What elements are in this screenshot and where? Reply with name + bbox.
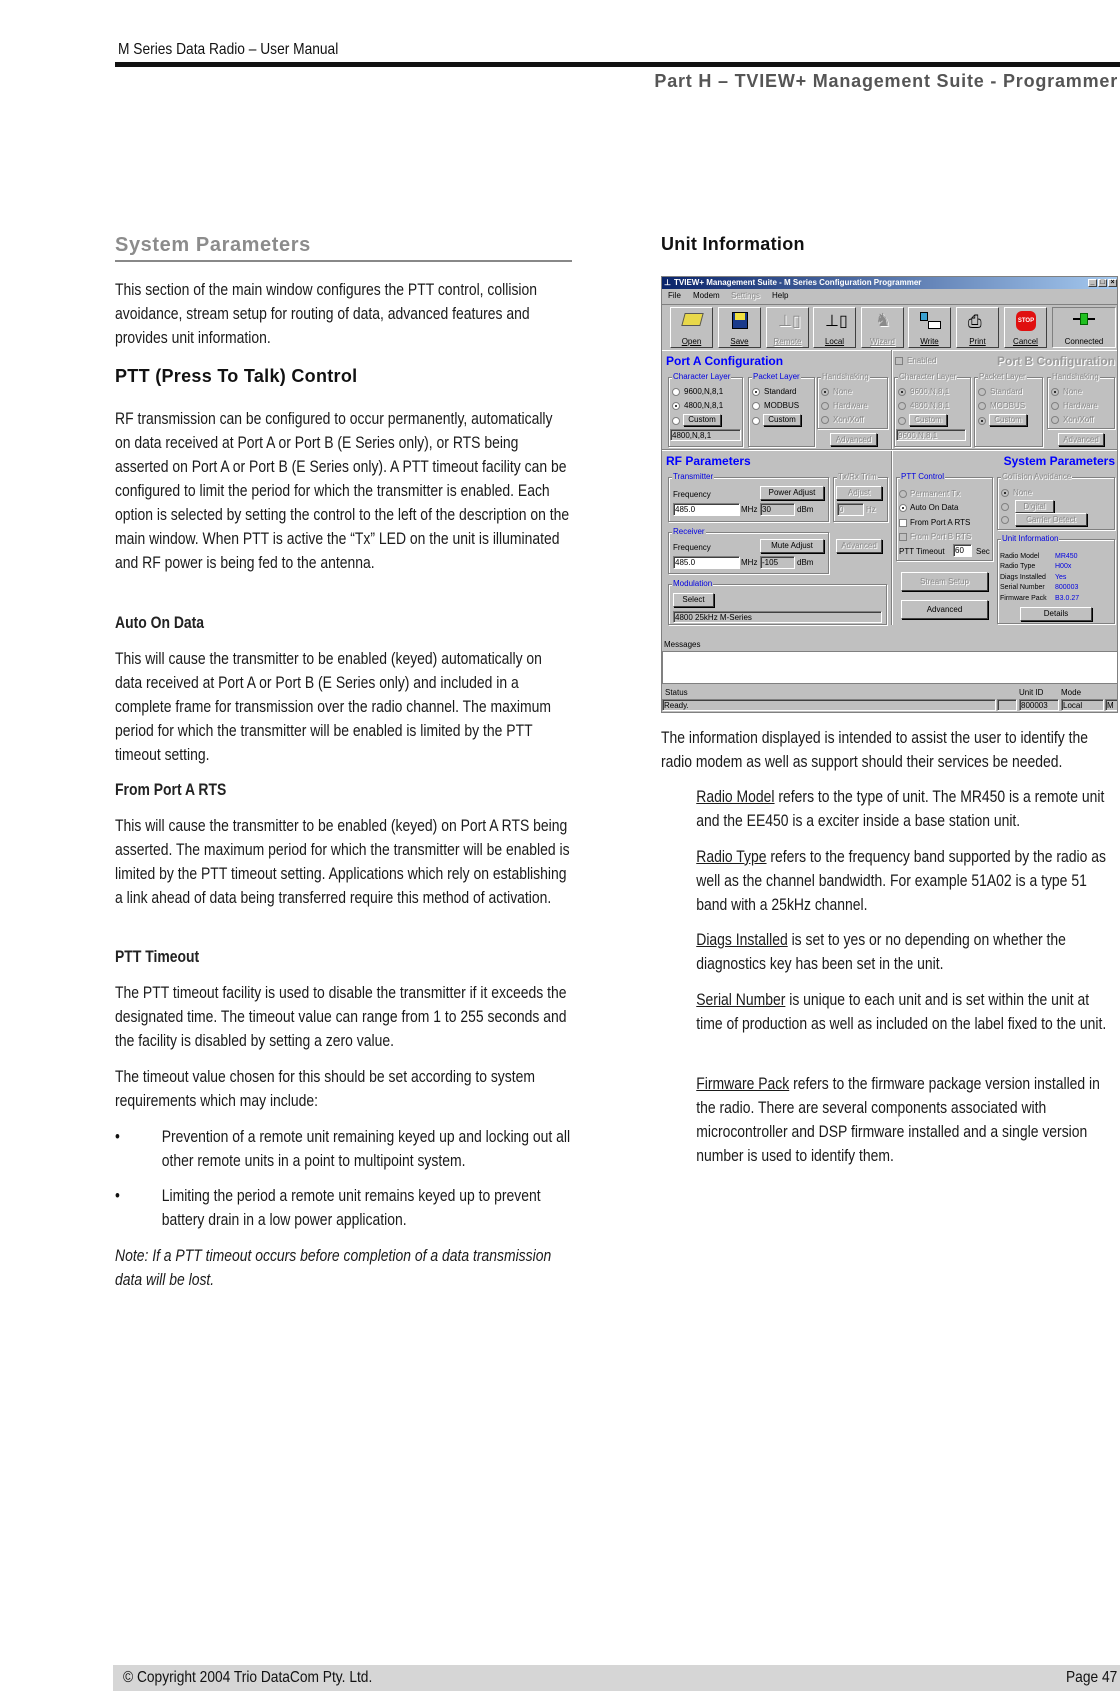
radio-4800[interactable]	[672, 402, 680, 410]
tx-frequency-input[interactable]: 485.0	[673, 503, 740, 516]
desc: refers to the type of unit. The MR450 is a remote unit and the EE450 is a exciter inside a base station unit.	[696, 787, 1105, 830]
radio-none[interactable]	[1051, 388, 1059, 396]
unit-id-value: 800003	[1019, 699, 1059, 711]
modulation-select-button[interactable]: Select	[673, 593, 714, 607]
label: Print	[969, 337, 986, 346]
heading-rule	[115, 260, 572, 262]
folder-icon	[681, 313, 703, 326]
status-value: Ready.	[662, 699, 996, 711]
label: Remote	[773, 337, 802, 346]
tx-power-value: 30	[760, 503, 795, 516]
mute-adjust-button[interactable]: Mute Adjust	[760, 539, 824, 553]
label: Sec	[976, 547, 990, 556]
collision-avoidance-group	[997, 472, 1115, 530]
ptt-paragraph: RF transmission can be configured to occur permanently, automatically on data received at Port A or Port B (E Series only), or RTS being asserted on Port A or Port B (E Series only). A PTT timeout facility can be configured to limit the period for which the transmitter is enabled. Each option is selected by setting the control to the left of the description on the main window. When PTT is active the “Tx” LED on the unit is illuminated and RF power is being fed to the antenna.	[115, 409, 570, 572]
trim-value: 0	[837, 503, 864, 516]
mode-value: Local	[1061, 699, 1104, 711]
desc: is set to yes or no depending on whether the diagnostics key has been set in the unit.	[696, 930, 1066, 973]
label: Open	[681, 337, 702, 346]
txrx-trim-group	[833, 472, 888, 522]
from-port-b-rts-checkbox[interactable]	[899, 533, 907, 541]
port-b-enabled-checkbox[interactable]	[895, 357, 903, 365]
status-label: Status	[665, 688, 688, 697]
floppy-label	[735, 313, 745, 320]
from-port-a-rts-heading: From Port A RTS	[115, 780, 227, 799]
status-m-field: M	[1105, 699, 1118, 711]
label: dBm	[797, 505, 814, 514]
port-a-title: Port A Configuration	[666, 354, 784, 368]
stream-setup-button[interactable]: Stream Setup	[901, 572, 988, 591]
divider	[891, 350, 893, 625]
label: MODBUS	[764, 401, 800, 410]
label: Diags Installed	[1000, 574, 1046, 581]
desc: refers to the firmware package version installed in the radio. There are several components associated with microcontroller and DSP firmware installed and a single version number is used to identify them.	[696, 1074, 1100, 1165]
write-target-icon	[928, 321, 941, 329]
bullet-item: Prevention of a remote unit remaining keyed up and locking out all other remote units in a point to multipoint system.	[161, 1127, 571, 1170]
maximize-button[interactable]: □	[1098, 279, 1107, 287]
label: Firmware Pack	[1000, 595, 1047, 602]
bullet-symbol: •	[115, 1186, 120, 1205]
label: Permanent Tx	[910, 489, 961, 498]
printer-icon: ⎙	[968, 312, 982, 331]
diags-installed-value: Yes	[1055, 574, 1067, 581]
legend: PTT Control	[901, 472, 944, 481]
ptt-control-group	[896, 472, 993, 561]
radio-model-value: MR450	[1055, 553, 1078, 560]
radio-model-item	[696, 785, 1117, 833]
radio-type-item	[696, 845, 1117, 917]
radio-type-value: H00x	[1055, 563, 1072, 570]
bullet-item: Limiting the period a remote unit remains keyed up to prevent battery drain in a low power application.	[161, 1186, 541, 1229]
char-layer-value: 4800,N,8,1	[670, 429, 741, 441]
legend: Packet Layer	[753, 372, 800, 381]
custom-button[interactable]: Custom	[909, 414, 947, 426]
custom-button[interactable]: Custom	[989, 414, 1027, 426]
divider	[662, 304, 1118, 305]
custom-button[interactable]: Custom	[683, 414, 721, 426]
port-a-advanced-button[interactable]: Advanced	[830, 433, 877, 446]
close-button[interactable]: ×	[1108, 279, 1117, 287]
term: Radio Type	[696, 847, 767, 866]
label: Save	[730, 337, 749, 346]
note: Note: If a PTT timeout occurs before completion of a data transmission data will be lost.	[115, 1246, 552, 1289]
port-a-handshaking	[817, 372, 888, 429]
menu-modem[interactable]: Modem	[693, 291, 720, 300]
legend: Packet Layer	[979, 372, 1026, 381]
remote-button[interactable]	[766, 307, 809, 348]
label: 4800,N,8,1	[910, 401, 950, 410]
label: MODBUS	[990, 401, 1026, 410]
port-b-advanced-button[interactable]: Advanced	[1058, 433, 1104, 446]
ptt-timeout-paragraph: The PTT timeout facility is used to disable the transmitter if it exceeds the designated time. The timeout value can range from 1 to 255 seconds and the facility is disabled by setting a zero value.	[115, 983, 567, 1050]
term: Firmware Pack	[696, 1074, 790, 1093]
messages-label: Messages	[664, 640, 701, 649]
label: Standard	[990, 387, 1023, 396]
desc: refers to the frequency band supported by the radio as well as the channel bandwidth. For example 51A02 is a type 51 band with a 25kHz channel.	[696, 847, 1106, 914]
label: Frequency	[673, 490, 711, 499]
copyright: © Copyright 2004 Trio DataCom Pty. Ltd.	[123, 1669, 373, 1686]
open-button[interactable]	[670, 307, 713, 348]
system-advanced-button[interactable]: Advanced	[901, 600, 988, 619]
port-a-character-layer	[668, 372, 743, 447]
menu-file[interactable]: File	[668, 291, 681, 300]
label: Cancel	[1013, 337, 1038, 346]
remote-antenna-icon: ⊥▯	[778, 313, 801, 330]
print-button[interactable]	[956, 307, 999, 348]
connected-indicator	[1052, 307, 1116, 348]
label: 9600,N,8,1	[684, 387, 724, 396]
radio-standard[interactable]	[752, 388, 760, 396]
unit-info-intro: The information displayed is intended to assist the user to identify the radio modem as well as support should their services be needed.	[661, 728, 1088, 771]
manual-title: M Series Data Radio – User Manual	[118, 41, 339, 58]
modulation-group	[668, 579, 887, 625]
label: From Port B RTS	[910, 532, 972, 541]
connected-icon	[1080, 313, 1088, 325]
term: Diags Installed	[696, 930, 788, 949]
rx-mute-value: -105	[760, 556, 795, 569]
label: Radio Model	[1000, 553, 1040, 560]
radio-permanent-tx[interactable]	[899, 490, 907, 498]
footer	[113, 1665, 1120, 1691]
label: Xon/Xoff	[1063, 415, 1094, 424]
power-adjust-button[interactable]: Power Adjust	[760, 486, 824, 500]
serial-number-value: 800003	[1055, 584, 1079, 591]
from-port-a-rts-checkbox[interactable]	[899, 519, 907, 527]
local-button[interactable]	[813, 307, 856, 348]
legend: Handshaking	[1052, 372, 1099, 381]
label: Serial Number	[1000, 584, 1045, 591]
radio-digital[interactable]	[1001, 503, 1009, 511]
label: Local	[824, 337, 845, 346]
system-parameters-title: System Parameters	[1003, 454, 1115, 468]
label: Standard	[764, 387, 797, 396]
legend: Tx/Rx Trim	[838, 472, 877, 481]
local-antenna-icon: ⊥▯	[825, 313, 848, 330]
label: PTT Timeout	[899, 547, 945, 556]
legend: Handshaking	[822, 372, 869, 381]
label: None	[1013, 488, 1033, 497]
radio-carrier-detect[interactable]	[1001, 516, 1009, 524]
label: Frequency	[673, 543, 711, 552]
title-bar	[662, 277, 1118, 289]
radio-modbus[interactable]	[752, 402, 760, 410]
menu-help[interactable]: Help	[772, 291, 789, 300]
radio-custom[interactable]	[752, 417, 760, 425]
radio-none[interactable]	[1001, 489, 1009, 497]
label: Hardware	[833, 401, 868, 410]
legend: Modulation	[673, 579, 713, 588]
legend: Unit Information	[1002, 534, 1059, 543]
serial-number-item	[696, 988, 1117, 1036]
write-button[interactable]	[908, 307, 951, 348]
label: Connected	[1064, 337, 1104, 346]
write-icon	[920, 312, 928, 321]
tview-screenshot	[661, 276, 1118, 713]
legend: Character Layer	[673, 372, 731, 381]
port-a-packet-layer	[748, 372, 815, 447]
radio-modbus[interactable]	[978, 402, 986, 410]
carrier-detect-button[interactable]: Carrier Detect	[1015, 513, 1087, 526]
part-title: Part H – TVIEW+ Management Suite - Programmer	[654, 71, 1118, 91]
radio-none[interactable]	[821, 388, 829, 396]
system-parameters-heading: System Parameters	[115, 234, 311, 256]
radio-xonxoff[interactable]	[1051, 416, 1059, 424]
label: Enabled	[907, 356, 937, 365]
stop-icon: STOP	[1016, 311, 1036, 331]
rx-frequency-input[interactable]: 485.0	[673, 556, 740, 569]
divider	[662, 449, 1118, 451]
port-b-handshaking	[1047, 372, 1115, 429]
auto-on-data-heading: Auto On Data	[115, 613, 205, 632]
receiver-group	[668, 527, 829, 574]
wizard-button[interactable]	[861, 307, 904, 348]
legend: Receiver	[673, 527, 705, 536]
custom-button[interactable]: Custom	[763, 414, 801, 426]
port-b-packet-layer	[974, 372, 1043, 447]
radio-9600[interactable]	[672, 388, 680, 396]
label: From Port A RTS	[910, 518, 971, 527]
messages-area[interactable]	[662, 651, 1118, 684]
from-port-a-rts-paragraph: This will cause the transmitter to be enabled (keyed) on Port A RTS being asserted. The maximum period for which the transmitter will be enabled is limited by the PTT timeout setting. Applications which rely on establishing a link ahead of data being transferred require this method of activation.	[115, 816, 570, 907]
label: dBm	[797, 558, 814, 567]
rf-parameters-title: RF Parameters	[666, 454, 751, 468]
page-number: Page 47	[1066, 1669, 1118, 1686]
radio-4800[interactable]	[898, 402, 906, 410]
auto-on-data-paragraph: This will cause the transmitter to be enabled (keyed) automatically on data received at Port A or Port B (E Series only) and included in a complete frame for transmission over the radio channel. The maximum period for which the transmitter will be enabled is limited by the PTT timeout setting.	[115, 649, 551, 764]
label: Wizard	[870, 337, 895, 346]
intro-paragraph: This section of the main window configures the PTT control, collision avoidance, stream setup for routing of data, advanced features and provides unit information.	[115, 280, 538, 347]
label: MHz	[741, 558, 758, 567]
divider	[662, 350, 1118, 351]
firmware-pack-item	[696, 1072, 1117, 1168]
label: 9600,N,8,1	[910, 387, 950, 396]
diags-installed-item	[696, 928, 1117, 976]
window-title: TVIEW+ Management Suite - M Series Configuration Programmer	[674, 278, 922, 287]
bullet-symbol: •	[115, 1127, 120, 1146]
label: 4800,N,8,1	[684, 401, 724, 410]
menu-settings[interactable]: Settings	[731, 291, 760, 300]
unit-information-group	[997, 534, 1115, 624]
legend: Transmitter	[673, 472, 714, 481]
status-extra-field	[997, 699, 1017, 711]
ptt-timeout-paragraph-2: The timeout value chosen for this should be set according to system requirements which may include:	[115, 1067, 535, 1110]
term: Radio Model	[696, 787, 775, 806]
radio-auto-on-data[interactable]	[899, 504, 907, 512]
modulation-value: 4800 25kHz M-Series	[673, 611, 882, 623]
label: Hardware	[1063, 401, 1098, 410]
mode-label: Mode	[1061, 688, 1082, 697]
radio-hardware[interactable]	[821, 402, 829, 410]
ptt-timeout-input[interactable]: 60	[953, 544, 972, 557]
unit-information-heading: Unit Information	[661, 234, 805, 254]
cancel-button[interactable]	[1004, 307, 1047, 348]
port-b-character-layer	[894, 372, 971, 447]
label: Radio Type	[1000, 563, 1036, 570]
save-button[interactable]	[718, 307, 761, 348]
radio-custom[interactable]	[898, 417, 906, 425]
label: Xon/Xoff	[833, 415, 864, 424]
digital-button[interactable]: Digital	[1015, 500, 1054, 513]
label: None	[833, 387, 853, 396]
firmware-pack-value: B3.0.27	[1055, 595, 1080, 602]
trim-adjust-button[interactable]: Adjust	[836, 486, 882, 500]
radio-hardware[interactable]	[1051, 402, 1059, 410]
minimize-button[interactable]: _	[1088, 279, 1097, 287]
term: Serial Number	[696, 990, 786, 1009]
legend: Collision Avoidance	[1002, 472, 1072, 481]
label: Write	[920, 337, 939, 346]
radio-standard[interactable]	[978, 388, 986, 396]
ptt-timeout-heading: PTT Timeout	[115, 947, 200, 966]
rf-advanced-button[interactable]: Advanced	[836, 539, 882, 553]
app-icon: ⊥	[664, 278, 671, 287]
desc: is unique to each unit and is set within the unit at time of production as well as included on the label fixed to the unit.	[696, 990, 1107, 1033]
ptt-heading: PTT (Press To Talk) Control	[115, 366, 358, 386]
char-layer-value: 9600,N,8,1	[896, 429, 966, 441]
label: MHz	[741, 505, 758, 514]
details-button[interactable]: Details	[1020, 607, 1092, 621]
transmitter-group	[668, 472, 829, 522]
legend: Character Layer	[899, 372, 957, 381]
radio-9600[interactable]	[898, 388, 906, 396]
header-rule	[115, 62, 1120, 67]
port-b-title: Port B Configuration	[997, 354, 1115, 368]
wizard-icon: ♞	[875, 310, 892, 330]
unit-id-label: Unit ID	[1019, 688, 1044, 697]
radio-xonxoff[interactable]	[821, 416, 829, 424]
label: Hz	[866, 505, 876, 514]
radio-custom[interactable]	[672, 417, 680, 425]
label: Auto On Data	[910, 503, 959, 512]
radio-custom[interactable]	[978, 417, 986, 425]
label: None	[1063, 387, 1083, 396]
